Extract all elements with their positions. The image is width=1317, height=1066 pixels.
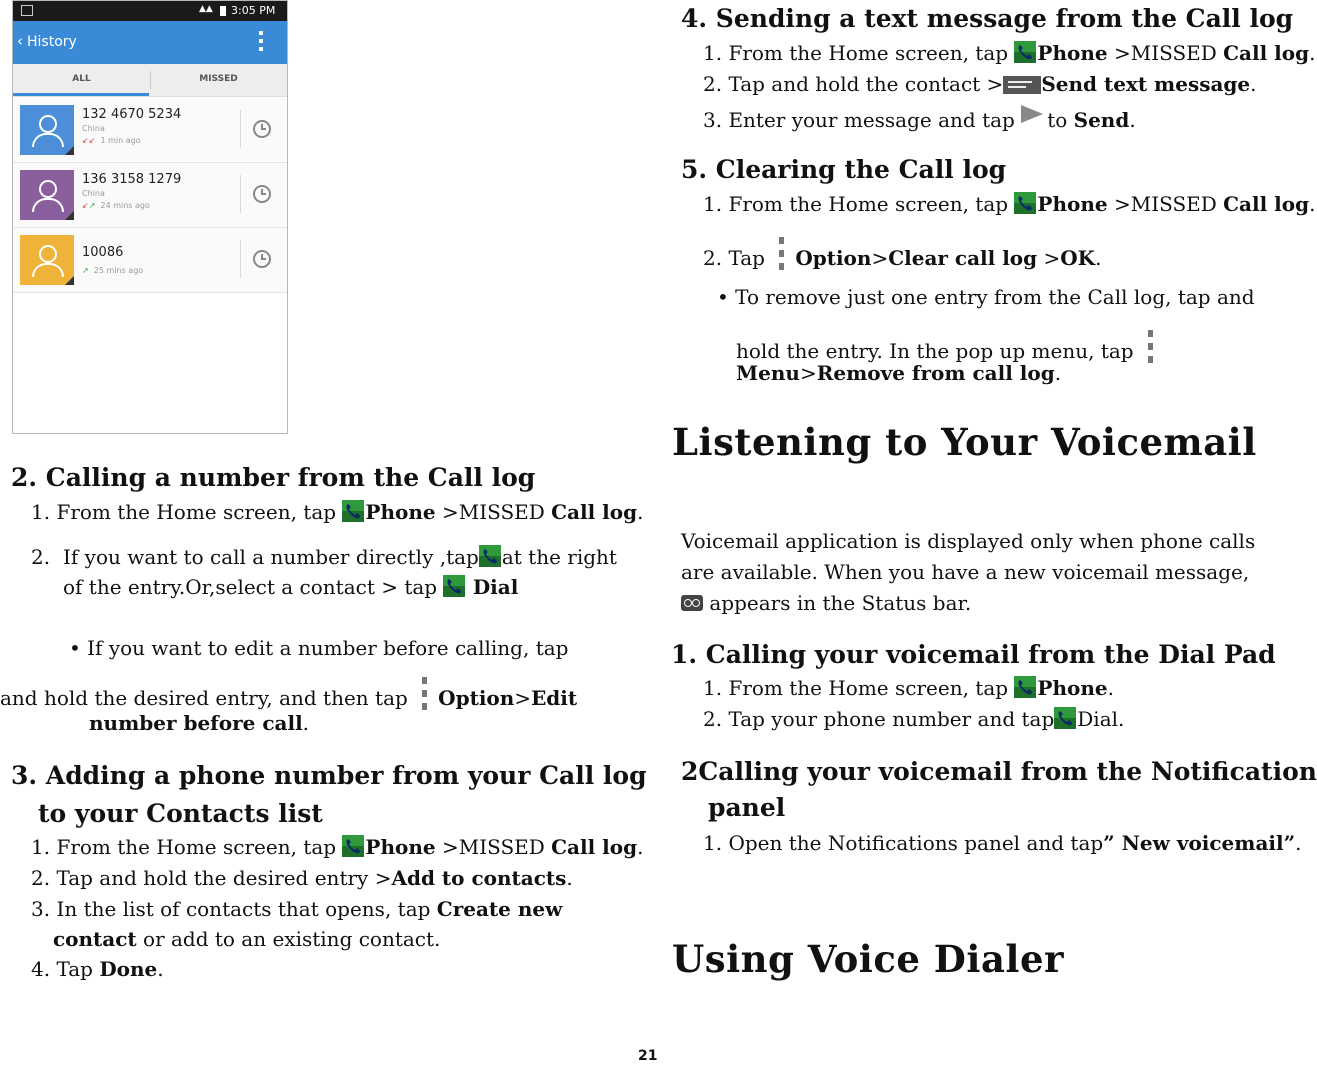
page-number: 21 (638, 1048, 658, 1064)
tab-all[interactable]: ALL (72, 74, 91, 84)
outgoing-call-icon: ↗ (88, 201, 96, 210)
phone-app-icon (1014, 192, 1036, 214)
phone-app-icon (1014, 676, 1036, 698)
app-bar (13, 21, 287, 64)
call-number: 132 4670 5234 (82, 107, 182, 122)
back-label[interactable]: History (27, 34, 77, 50)
title-using-voice-dialer: Using Voice Dialer (672, 937, 1065, 981)
call-location: China (82, 124, 105, 133)
battery-icon (220, 6, 226, 16)
history-clock-icon[interactable] (253, 250, 271, 268)
active-tab-indicator (13, 93, 149, 96)
contact-avatar (20, 105, 74, 155)
message-icon (1003, 76, 1041, 94)
call-time: 25 mins ago (93, 266, 144, 275)
heading-calling-from-call-log: 2. Calling a number from the Call log (11, 463, 536, 492)
s2-step-2-cont: of the entry.Or,select a contact > tap Dial (63, 575, 519, 599)
call-time: 1 min ago (100, 136, 141, 145)
heading-voicemail-notification-2: panel (708, 793, 786, 822)
s5-step-2: 2. Tap Option>Clear call log >OK. (703, 237, 1101, 271)
voicemail-intro-3: appears in the Status bar. (681, 591, 971, 615)
s3-step-1: 1. From the Home screen, tap Phone >MISSED Call log. (31, 835, 644, 859)
call-number: 10086 (82, 245, 124, 260)
phone-app-icon (1014, 41, 1036, 63)
overflow-menu-icon[interactable] (259, 31, 263, 53)
title-listening-to-voicemail: Listening to Your Voicemail (672, 420, 1257, 464)
voicemail-icon (681, 595, 703, 611)
notification-icon (21, 5, 33, 16)
option-menu-icon (420, 677, 428, 711)
v1-step-2: 2. Tap your phone number and tap Dial. (703, 707, 1125, 731)
s4-step-3: 3. Enter your message and tap to Send. (703, 105, 1136, 132)
menu-icon (1146, 330, 1154, 364)
voicemail-intro-1: Voicemail application is displayed only when phone calls (681, 529, 1256, 553)
row-divider (240, 110, 241, 148)
call-location: China (82, 189, 105, 198)
s2-step-2: If you want to call a number directly ,tap at the right (63, 545, 617, 569)
s2-bullet-cont-2: number before call. (89, 711, 310, 735)
call-time: 24 mins ago (100, 201, 150, 210)
s5-bullet: • To remove just one entry from the Call log, tap and (717, 285, 1255, 309)
contact-avatar (20, 170, 74, 220)
s2-bullet: • If you want to edit a number before calling, tap (69, 636, 569, 660)
s3-step-3: 3. In the list of contacts that opens, tap Create new (31, 897, 563, 921)
heading-sending-text-message: 4. Sending a text message from the Call log (681, 4, 1294, 33)
status-time: 3:05 PM (231, 4, 276, 17)
row-divider (240, 175, 241, 213)
call-entry-1[interactable] (13, 98, 287, 163)
s3-step-4: 4. Tap Done. (31, 957, 164, 981)
voicemail-intro-2: are available. When you have a new voicemail message, (681, 560, 1250, 584)
s3-step-2: 2. Tap and hold the desired entry >Add to contacts. (31, 866, 573, 890)
heading-clearing-call-log: 5. Clearing the Call log (681, 155, 1007, 184)
v1-step-1: 1. From the Home screen, tap Phone. (703, 676, 1114, 700)
v2-step-1: 1. Open the Notifications panel and tap” New voicemail”. (703, 831, 1302, 855)
s3-step-3-cont: contact or add to an existing contact. (53, 927, 441, 951)
s5-bullet-cont-2: Menu>Remove from call log. (736, 361, 1062, 385)
heading-adding-to-contacts-2: to your Contacts list (38, 799, 323, 828)
history-clock-icon[interactable] (253, 120, 271, 138)
outgoing-call-icon: ↗ (82, 266, 89, 275)
row-divider (240, 240, 241, 278)
s5-bullet-cont: hold the entry. In the pop up menu, tap (736, 330, 1164, 364)
s2-step-2-number: 2. (31, 545, 51, 569)
dial-icon (1054, 707, 1076, 729)
heading-voicemail-notification-1: 2Calling your voicemail from the Notification (681, 757, 1317, 786)
heading-adding-to-contacts-1: 3. Adding a phone number from your Call log (11, 761, 647, 790)
s4-step-2: 2. Tap and hold the contact > Send text message. (703, 72, 1257, 96)
history-clock-icon[interactable] (253, 185, 271, 203)
call-number: 136 3158 1279 (82, 172, 182, 187)
phone-app-icon (342, 500, 364, 522)
s2-step-1: 1. From the Home screen, tap Phone >MISSED Call log. (31, 500, 644, 524)
signal-icon: ▲▲ (199, 4, 213, 14)
call-entry-3[interactable] (13, 228, 287, 293)
heading-voicemail-dial-pad: 1. Calling your voicemail from the Dial Pad (671, 640, 1276, 669)
call-entry-2[interactable] (13, 163, 287, 228)
tab-missed[interactable]: MISSED (199, 74, 238, 84)
call-meta (82, 266, 143, 275)
s4-step-1: 1. From the Home screen, tap Phone >MISSED Call log. (703, 41, 1316, 65)
missed-call-icon: ↙↙ (82, 136, 96, 145)
missed-call-icon: ↙ (82, 201, 89, 210)
call-history-screenshot (12, 0, 288, 434)
option-menu-icon (777, 237, 785, 271)
back-chevron-icon[interactable]: ‹ (17, 32, 23, 50)
call-meta (82, 136, 141, 145)
call-meta (82, 201, 150, 210)
tab-bar (13, 64, 287, 97)
dial-icon (443, 575, 465, 597)
s2-bullet-cont: and hold the desired entry, and then tap Option>Edit (0, 677, 577, 711)
phone-app-icon (342, 835, 364, 857)
s5-step-1: 1. From the Home screen, tap Phone >MISSED Call log. (703, 192, 1316, 216)
contact-avatar (20, 235, 74, 285)
send-icon (1021, 105, 1043, 123)
call-icon (479, 545, 501, 567)
status-bar (13, 1, 287, 21)
